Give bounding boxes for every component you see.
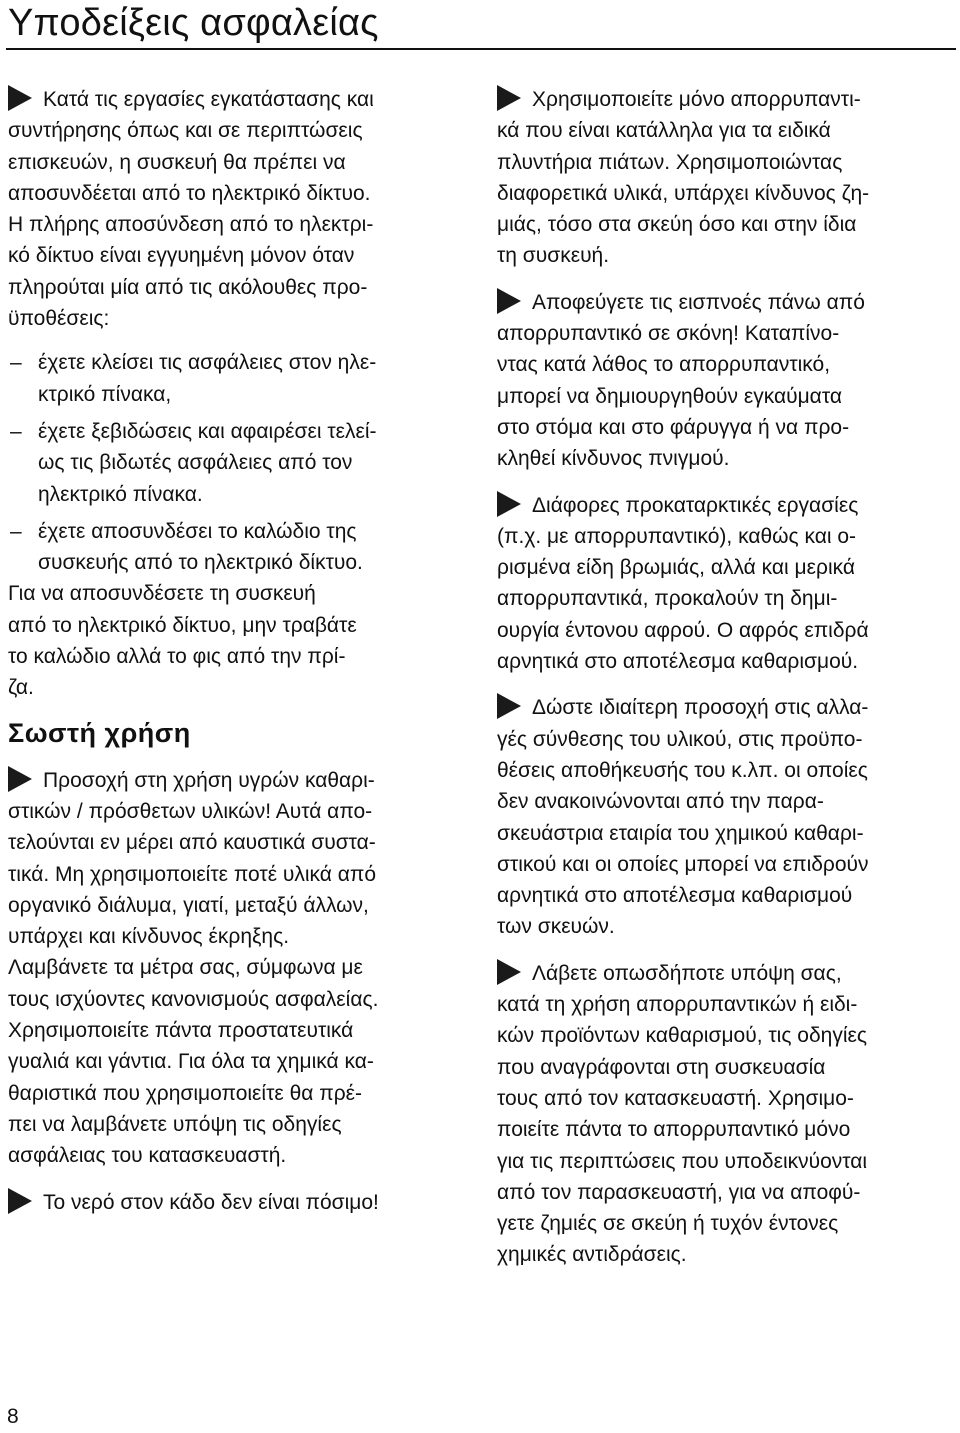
triangle-arrow-icon xyxy=(497,288,521,314)
unplug-note: Για να αποσυνδέσετε τη συσκευή από το ηλεκτρικό δίκτυο, μην τραβάτε το καλώδιο αλλά το φις από την πρί- ζα. xyxy=(8,582,357,700)
dash-marker: – xyxy=(10,351,22,375)
detergent-text: Χρησιμοποιείτε μόνο απορρυπαντι- κά που είναι κατάλληλα για τα ειδικά πλυντήρια πιάτων. Χρησιμοποιώντας διαφορετικά υλικά, υπάρχει κίνδυνος ζη- μιάς, τόσο στα σκεύη όσο και στην ίδια τη συσκευή. xyxy=(497,88,870,268)
inhalation-item xyxy=(497,287,947,475)
triangle-arrow-icon xyxy=(8,766,32,792)
condition-item xyxy=(8,347,463,410)
foam-text: Διάφορες προκαταρκτικές εργασίες (π.χ. με απορρυπαντικό), καθώς και ο- ρισμένα είδη βρωμιάς, αλλά και μερικά απορρυπαντικά, προκαλούν τη δημι- ουργία έντονου αφρού. Ο αφρός επιδρά αρνητικά στο αποτέλεσμα καθαρισμού. xyxy=(497,493,869,674)
page-number: 8 xyxy=(7,1405,19,1428)
left-column xyxy=(8,84,463,1218)
triangle-arrow-icon xyxy=(497,85,521,111)
manufacturer-instructions-item xyxy=(497,958,947,1271)
chemicals-text: Προσοχή στη χρήση υγρών καθαρι- στικών / πρόσθετων υλικών! Αυτά απο- τελούνται εν μέρει από καυστικά συστα- τικά. Μη χρησιμοποιείτε ποτέ υλικά από οργανικό διάλυμα, γιατί, μεταξύ άλλων, υπάρχει και κίνδυνος έκρηξης. Λαμβάνετε τα μέτρα σας, σύμφωνα με τους ισχύοντες κανονισμούς ασφαλείας. Χρησιμοποιείτε πάντα προστατευτικά γυαλιά και γάντια. Για όλα τα χημικά κα- θαριστικά που χρησιμοποιείτε θα πρέ- πει να λαμβάνετε υπόψη τις οδηγίες ασφάλειας του κατασκευαστή. xyxy=(8,768,379,1168)
triangle-arrow-icon xyxy=(497,959,521,985)
title-divider xyxy=(6,48,956,50)
manufacturer-instructions-text: Λάβετε οπωσδήποτε υπόψη σας, κατά τη χρήση απορρυπαντικών ή ειδι- κών προϊόντων καθαρισμού, τις οδηγίες που αναγράφονται στη συσκευασία τους από τον κατασκευαστή. Χρησιμο- ποιείτε πάντα το απορρυπαντικό μόνο για τις περιπτώσεις που υποδεικνύονται από τον παρασκευαστή, για να αποφύ- γετε ζημιές σε σκεύη ή τυχόν έντονες χημικές αντιδράσεις. xyxy=(497,961,868,1267)
intro-text: Κατά τις εργασίες εγκατάστασης και συντήρησης όπως και σε περιπτώσεις επισκευών, η συσκευή θα πρέπει να αποσυνδέεται από το ηλεκτρικό δίκτυο. Η πλήρης αποσύνδεση από το ηλεκτρι- κό δίκτυο είναι εγγυημένη μόνον όταν πληρούται μία από τις ακόλουθες προ- ϋποθέσεις: xyxy=(8,88,374,331)
detergent-item xyxy=(497,84,947,272)
triangle-arrow-icon xyxy=(8,1188,32,1214)
dash-marker: – xyxy=(10,419,22,443)
condition-text: έχετε αποσυνδέσει το καλώδιο της συσκευής από το ηλεκτρικό δίκτυο. xyxy=(38,519,363,575)
condition-item xyxy=(8,516,463,579)
water-text: Το νερό στον κάδο δεν είναι πόσιμο! xyxy=(43,1190,379,1214)
foam-item xyxy=(497,490,947,678)
page-title: Υποδείξεις ασφαλείας xyxy=(8,2,379,44)
condition-text: έχετε κλείσει τις ασφάλειες στον ηλε- κτρικό πίνακα, xyxy=(38,351,377,406)
section-heading: Σωστή χρήση xyxy=(8,717,191,748)
chemicals-warning xyxy=(8,765,463,1172)
composition-item xyxy=(497,692,947,942)
condition-text: έχετε ξεβιδώσεις και αφαιρέσει τελεί- ως τις βιδωτές ασφάλειες από τον ηλεκτρικό πίνακα. xyxy=(38,419,377,506)
dash-marker: – xyxy=(10,519,22,543)
inhalation-text: Αποφεύγετε τις εισπνοές πάνω από απορρυπαντικό σε σκόνη! Καταπίνο- ντας κατά λάθος το απορρυπαντικό, μπορεί να δημιουργηθούν εγκαύματα στο στόμα και στο φάρυγγα ή να προ- κληθεί κίνδυνος πνιγμού. xyxy=(497,290,865,471)
right-column xyxy=(497,84,947,1271)
composition-text: Δώστε ιδιαίτερη προσοχή στις αλλα- γές σύνθεσης του υλικού, στις προϋπο- θέσεις αποθήκευσής του κ.λπ. οι οποίες δεν ανακοινώνονται από την παρα- σκευάστρια εταιρία του χημικού καθαρι- στικού και οι οποίες μπορεί να επιδρούν αρνητικά στο αποτέλεσμα καθαρισμού των σκευών. xyxy=(497,696,869,939)
triangle-arrow-icon xyxy=(497,693,521,719)
triangle-arrow-icon xyxy=(8,85,32,111)
intro-paragraph xyxy=(8,84,463,334)
water-warning xyxy=(8,1187,463,1218)
condition-item xyxy=(8,416,463,510)
triangle-arrow-icon xyxy=(497,491,521,517)
